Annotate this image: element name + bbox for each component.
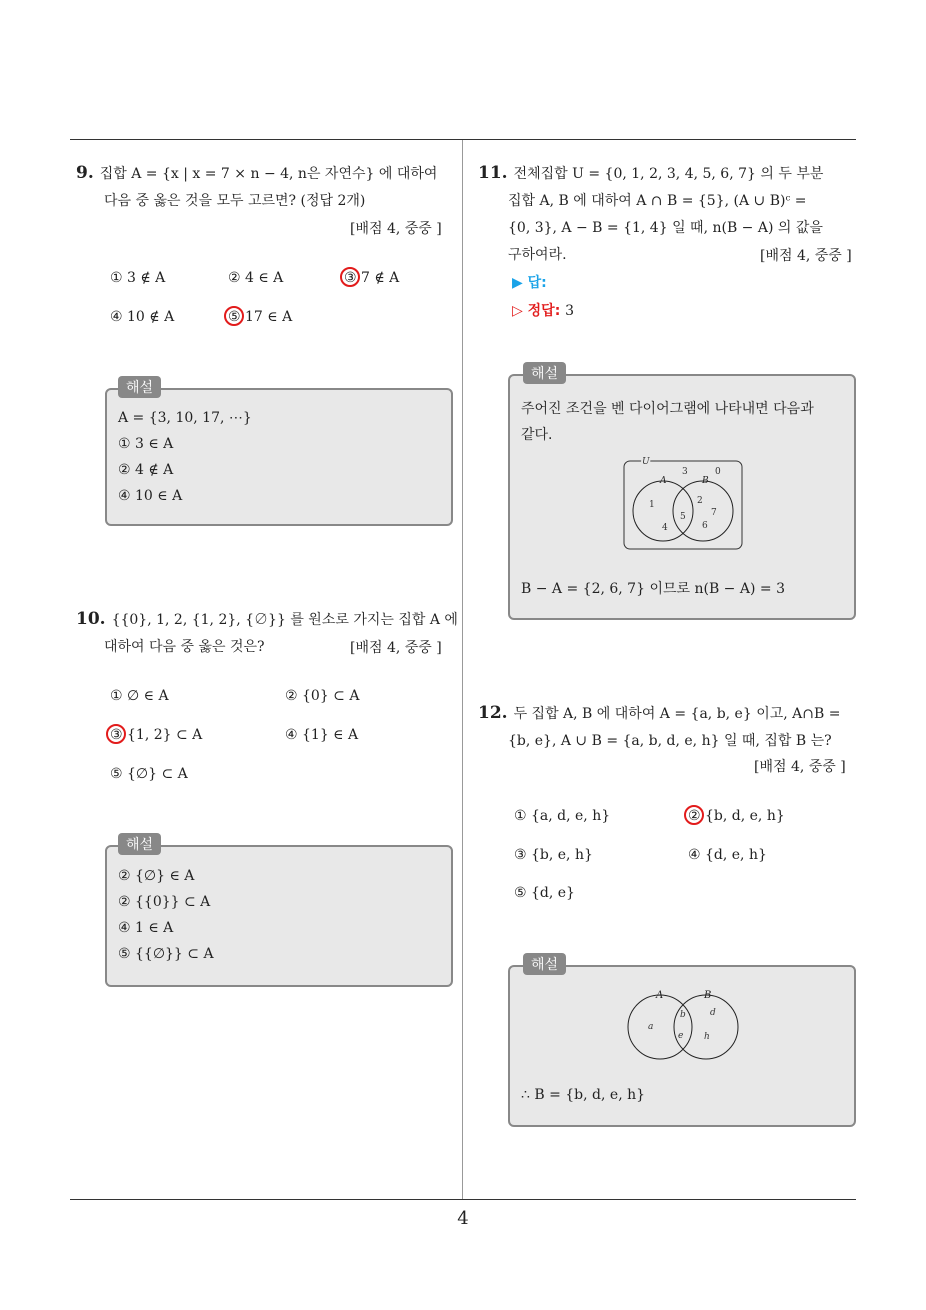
set-b-circle (674, 995, 738, 1059)
explanation-line: ⑤ {{∅}} ⊂ A (118, 946, 214, 962)
bottom-rule (70, 1199, 856, 1200)
question-text: 두 집합 A, B 에 대하여 A = {a, b, e} 이고, A∩B = (513, 706, 841, 722)
choice-3[interactable]: ③ 7 ∉ A (344, 270, 400, 286)
question-text: 집합 A = {x | x = 7 × n − 4, n은 자연수} 에 대하여 (99, 166, 438, 182)
explanation-line: ② {{0}} ⊂ A (118, 894, 211, 910)
explanation-line: 같다. (521, 427, 553, 443)
venn-elem: 7 (711, 508, 717, 518)
question-text: {0, 3}, A − B = {1, 4} 일 때, n(B − A) 의 값을 (508, 220, 823, 236)
correct-answer-label (512, 300, 574, 320)
explanation-line: ② 4 ∉ A (118, 462, 174, 478)
top-rule (70, 139, 856, 140)
column-divider (462, 140, 463, 1200)
score-label: [배점 4, 중중 ] (350, 221, 442, 237)
choice-4[interactable]: ④ {d, e, h} (688, 847, 767, 863)
explanation-box (105, 845, 453, 987)
choice-5[interactable]: ⑤ {d, e} (514, 885, 575, 901)
question-number: 11. (478, 163, 508, 183)
question-text: 대하여 다음 중 옳은 것은? (104, 639, 265, 655)
venn-diagram (622, 985, 744, 1065)
explanation-line: ④ 1 ∈ A (118, 920, 174, 936)
question-text: 집합 A, B 에 대하여 A ∩ B = {5}, (A ∪ B)ᶜ = (508, 193, 807, 209)
explanation-line: ① 3 ∈ A (118, 436, 174, 452)
venn-elem: 5 (680, 512, 686, 522)
explanation-tag: 해설 (118, 833, 161, 855)
score-label: [배점 4, 중중 ] (350, 640, 442, 656)
question-number: 10. (76, 609, 106, 629)
correct-value: 3 (565, 303, 575, 319)
choice-4[interactable]: ④ {1} ∈ A (285, 727, 359, 743)
venn-elem: d (710, 1008, 716, 1018)
explanation-tag: 해설 (523, 953, 566, 975)
page-number: 4 (457, 1208, 469, 1229)
explanation-box (105, 388, 453, 526)
score-label: [배점 4, 중중 ] (754, 759, 846, 775)
venn-elem: 6 (702, 521, 708, 531)
explanation-line: 주어진 조건을 벤 다이어그램에 나타내면 다음과 (521, 401, 814, 417)
score-label: [배점 4, 중중 ] (760, 248, 852, 264)
venn-elem: b (680, 1010, 686, 1020)
explanation-line: ∴ B = {b, d, e, h} (521, 1087, 646, 1103)
venn-elem: a (648, 1022, 654, 1032)
choice-1[interactable]: ① {a, d, e, h} (514, 808, 611, 824)
venn-label-a: A (656, 990, 664, 1001)
explanation-line: B − A = {2, 6, 7} 이므로 n(B − A) = 3 (521, 581, 785, 597)
answer-mark-circle (224, 306, 244, 326)
correct-label: ▷ 정답: (512, 303, 561, 319)
choice-2[interactable]: ② 4 ∈ A (228, 270, 284, 286)
question-text: 다음 중 옳은 것을 모두 고르면? (정답 2개) (104, 193, 366, 209)
answer-mark-circle (684, 805, 704, 825)
venn-elem: 0 (715, 467, 721, 477)
venn-elem: h (704, 1032, 710, 1042)
answer-mark-circle (340, 267, 360, 287)
question-text: {b, e}, A ∪ B = {a, b, d, e, h} 일 때, 집합 B 는? (508, 733, 832, 749)
choice-2[interactable]: ② {0} ⊂ A (285, 688, 360, 704)
choice-5[interactable]: ⑤ 17 ∈ A (228, 309, 293, 325)
venn-label-a: A (660, 476, 667, 486)
venn-elem: 3 (682, 467, 688, 477)
choice-5[interactable]: ⑤ {∅} ⊂ A (110, 766, 188, 782)
explanation-line: A = {3, 10, 17, ⋯} (118, 410, 252, 426)
question-text: 구하여라. (508, 247, 567, 263)
venn-elem: 4 (662, 523, 668, 533)
question-number: 12. (478, 703, 508, 723)
explanation-tag: 해설 (523, 362, 566, 384)
venn-elem: e (678, 1031, 684, 1041)
set-b-circle (673, 481, 733, 541)
choice-4[interactable]: ④ 10 ∉ A (110, 309, 175, 325)
question-12 (478, 700, 860, 755)
venn-diagram (620, 455, 746, 555)
question-text: 전체집합 U = {0, 1, 2, 3, 4, 5, 6, 7} 의 두 부분 (513, 166, 824, 182)
choice-3[interactable]: ③ {b, e, h} (514, 847, 593, 863)
venn-label-b: B (702, 476, 709, 486)
explanation-line: ② {∅} ∈ A (118, 868, 195, 884)
choice-2[interactable]: ② {b, d, e, h} (688, 808, 785, 824)
question-text: {{0}, 1, 2, {1, 2}, {∅}} 를 원소로 가지는 집합 A 에 (111, 612, 458, 628)
venn-label-b: B (704, 990, 712, 1001)
choice-1[interactable]: ① ∅ ∈ A (110, 688, 169, 704)
answer-mark-circle (106, 724, 126, 744)
explanation-tag: 해설 (118, 376, 161, 398)
question-9 (76, 160, 458, 215)
question-number: 9. (76, 163, 94, 183)
venn-elem: 2 (697, 496, 703, 506)
venn-label-u: U (642, 457, 650, 467)
explanation-line: ④ 10 ∈ A (118, 488, 183, 504)
choice-1[interactable]: ① 3 ∉ A (110, 270, 166, 286)
choice-3[interactable]: ③ {1, 2} ⊂ A (110, 727, 203, 743)
venn-elem: 1 (649, 500, 655, 510)
answer-field[interactable]: ▶ 답: (512, 275, 547, 291)
set-a-circle (628, 995, 692, 1059)
